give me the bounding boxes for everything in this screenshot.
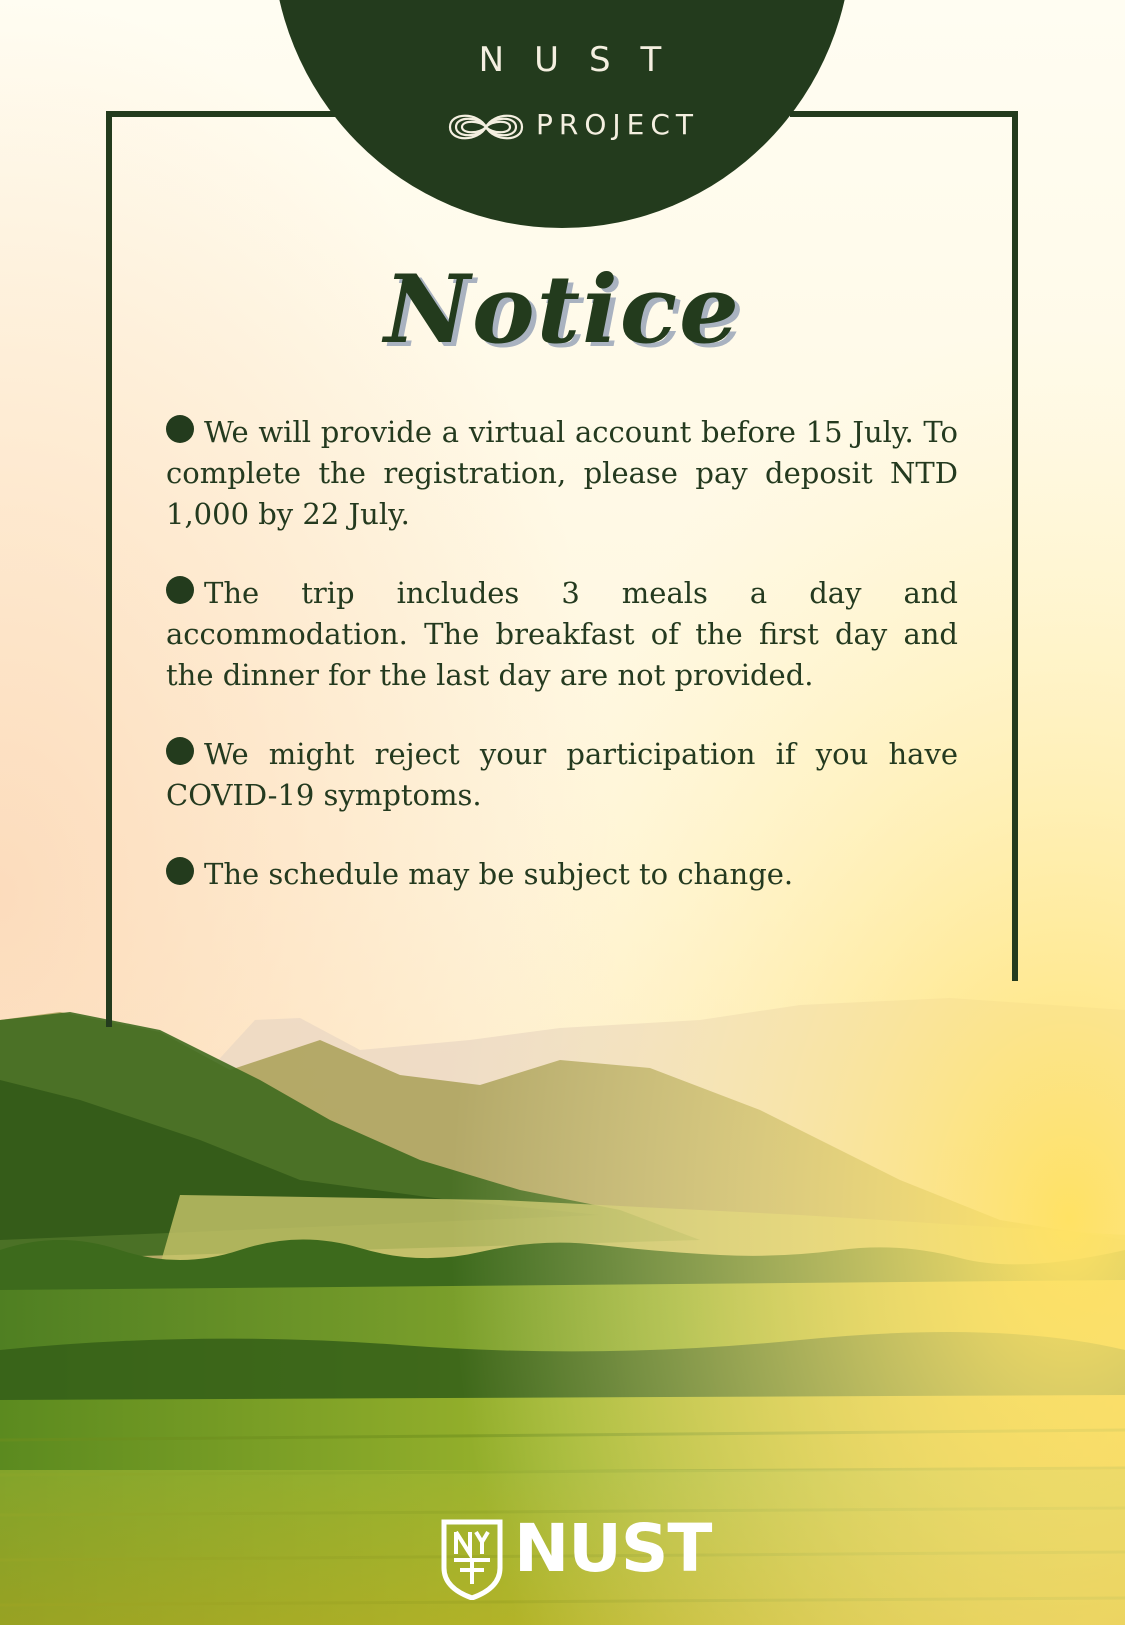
notice-item: [166, 412, 958, 535]
frame-top-left-line: [106, 111, 336, 117]
project-logo: [440, 102, 710, 150]
frame-right-line: [1012, 111, 1018, 981]
notice-list: [166, 412, 958, 933]
bullet-icon: [166, 415, 194, 443]
bullet-icon: [166, 576, 194, 604]
page-title: Notice: [384, 255, 741, 365]
notice-text: The trip includes 3 meals a day and accommodation. The breakfast of the first day and the dinner for the last day are not provided.: [166, 576, 958, 692]
notice-text: The schedule may be subject to change.: [204, 857, 794, 891]
notice-text: We might reject your participation if you have COVID-19 symptoms.: [166, 737, 958, 812]
footer-logo: [440, 1510, 712, 1600]
shield-icon: [440, 1518, 504, 1600]
brand-name-top: NUST: [478, 40, 692, 80]
brand-project-label: PROJECT: [536, 108, 699, 141]
notice-text: We will provide a virtual account before 15 July. To complete the registration, please pay deposit NTD 1,000 by 22 July.: [166, 415, 958, 531]
footer-logo-text: NUST: [514, 1510, 712, 1587]
notice-item: [166, 573, 958, 696]
notice-item: [166, 734, 958, 816]
bullet-icon: [166, 737, 194, 765]
frame-top-right-line: [790, 111, 1018, 117]
bullet-icon: [166, 857, 194, 885]
frame-left-line: [106, 111, 112, 1027]
notice-item: [166, 854, 958, 895]
infinity-icon: [444, 106, 528, 148]
